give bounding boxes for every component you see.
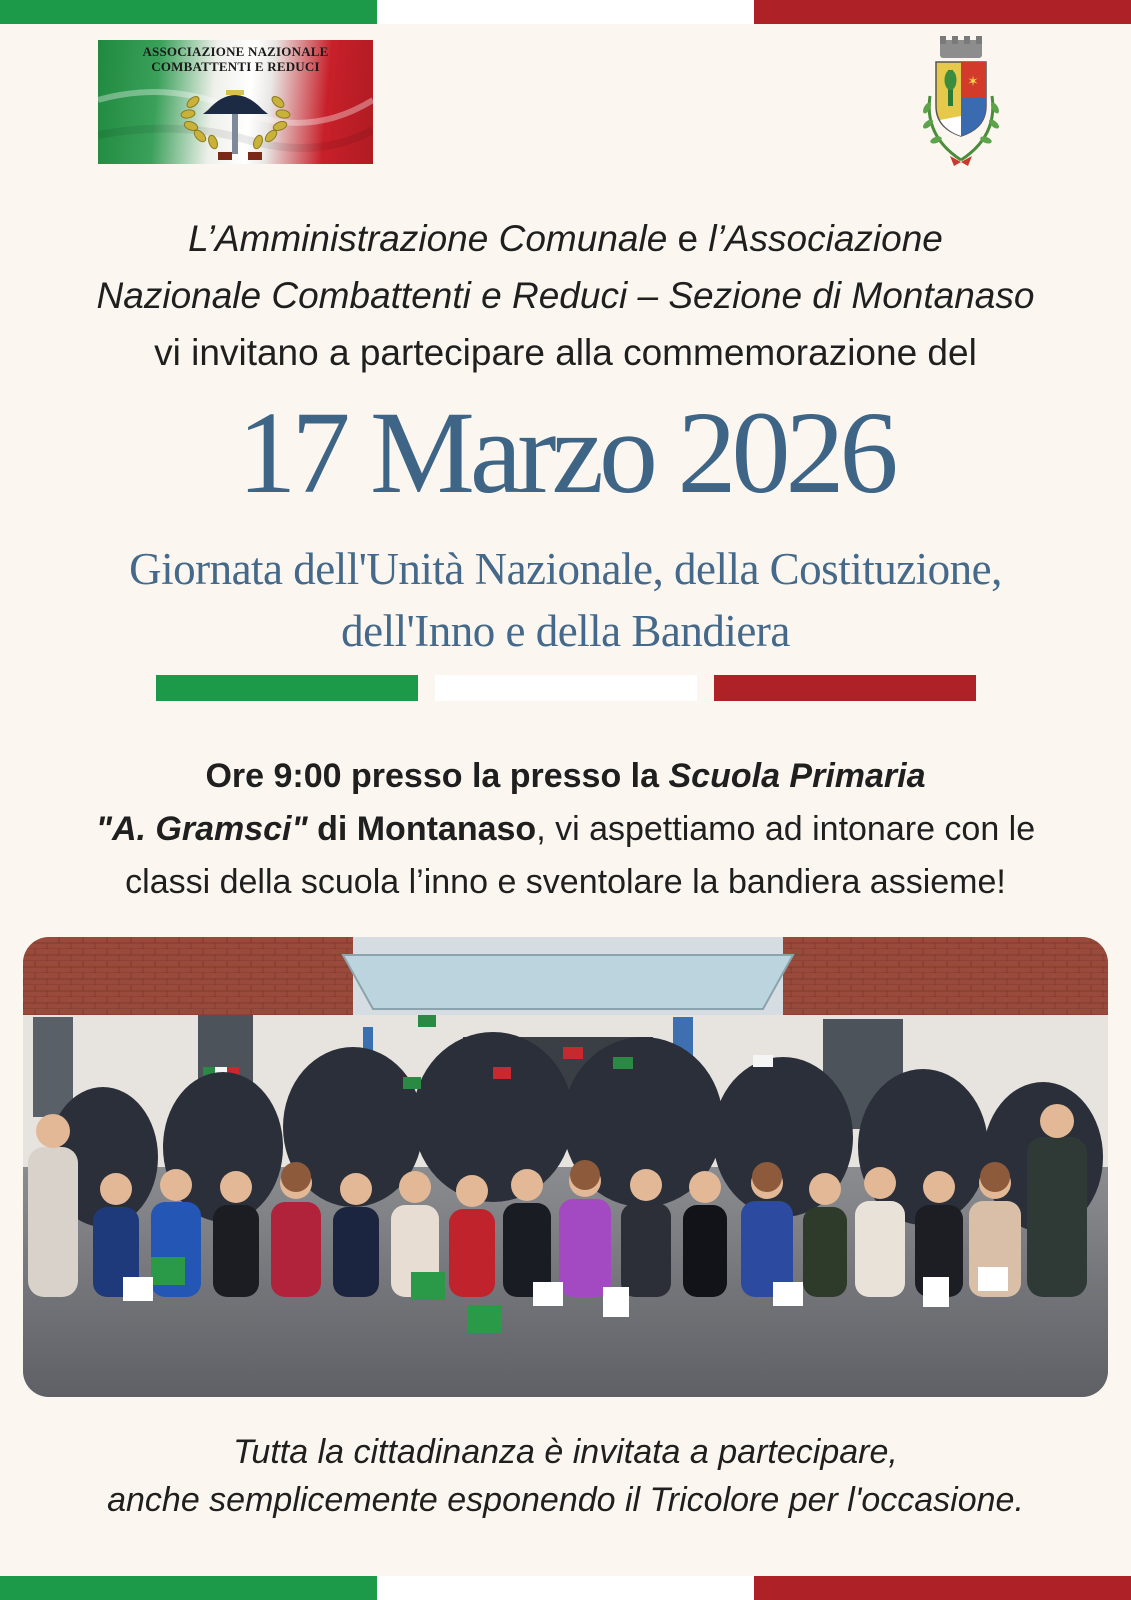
association-logo — [98, 40, 373, 164]
intro-conjunction: e — [667, 218, 709, 259]
bottom-tricolor-bar — [0, 1576, 1131, 1600]
top-bar-white — [377, 0, 754, 24]
bottom-bar-red — [754, 1576, 1131, 1600]
intro-line-1 — [40, 210, 1091, 267]
municipal-coat-of-arms-icon — [916, 36, 1006, 168]
divider-green — [156, 675, 418, 701]
closing-line-1: Tutta la cittadinanza è invitata a partecipare, — [233, 1433, 898, 1471]
subtitle-line-1: Giornata dell'Unità Nazionale, della Costituzione, — [129, 544, 1002, 594]
logo-text-line-2: COMBATTENTI E REDUCI — [151, 59, 320, 74]
event-invite-text: , vi aspettiamo ad intonare con le — [536, 810, 1036, 848]
top-bar-red — [754, 0, 1131, 24]
children-with-flags-photo — [23, 937, 1108, 1397]
association-logo-text — [98, 44, 373, 74]
event-line-2 — [30, 803, 1101, 856]
event-details — [30, 750, 1101, 909]
bottom-bar-green — [0, 1576, 377, 1600]
closing-message — [20, 1428, 1111, 1524]
bottom-bar-white — [377, 1576, 754, 1600]
top-tricolor-bar — [0, 0, 1131, 24]
event-line-1 — [30, 750, 1101, 803]
intro-line-2 — [40, 267, 1091, 324]
divider-white — [435, 675, 697, 701]
event-school-name: "A. Gramsci" — [95, 810, 308, 848]
intro-line-3: vi invitano a partecipare alla commemorazione del — [154, 332, 977, 373]
intro-association: l’Associazione — [708, 218, 943, 259]
intro-administration: L’Amministrazione Comunale — [188, 218, 668, 259]
event-date-heading: 17 Marzo 2026 — [237, 387, 894, 518]
event-subtitle — [20, 538, 1111, 662]
event-town: di Montanaso — [307, 810, 537, 848]
invitation-intro — [40, 210, 1091, 381]
event-line-3: classi della scuola l’inno e sventolare la bandiera assieme! — [125, 863, 1006, 901]
closing-line-2: anche semplicemente esponendo il Tricolore per l'occasione. — [107, 1481, 1024, 1519]
top-bar-green — [0, 0, 377, 24]
logo-text-line-1: ASSOCIAZIONE NAZIONALE — [142, 44, 329, 59]
subtitle-line-2: dell'Inno e della Bandiera — [341, 606, 790, 656]
svg-text:✶: ✶ — [967, 73, 979, 89]
intro-association-name: Nazionale Combattenti e Reduci – Sezione di Montanaso — [96, 275, 1035, 316]
event-school-type: Scuola Primaria — [668, 757, 926, 795]
event-time-place: Ore 9:00 presso la presso la — [205, 757, 669, 795]
event-photo — [23, 937, 1108, 1397]
divider-red — [714, 675, 976, 701]
